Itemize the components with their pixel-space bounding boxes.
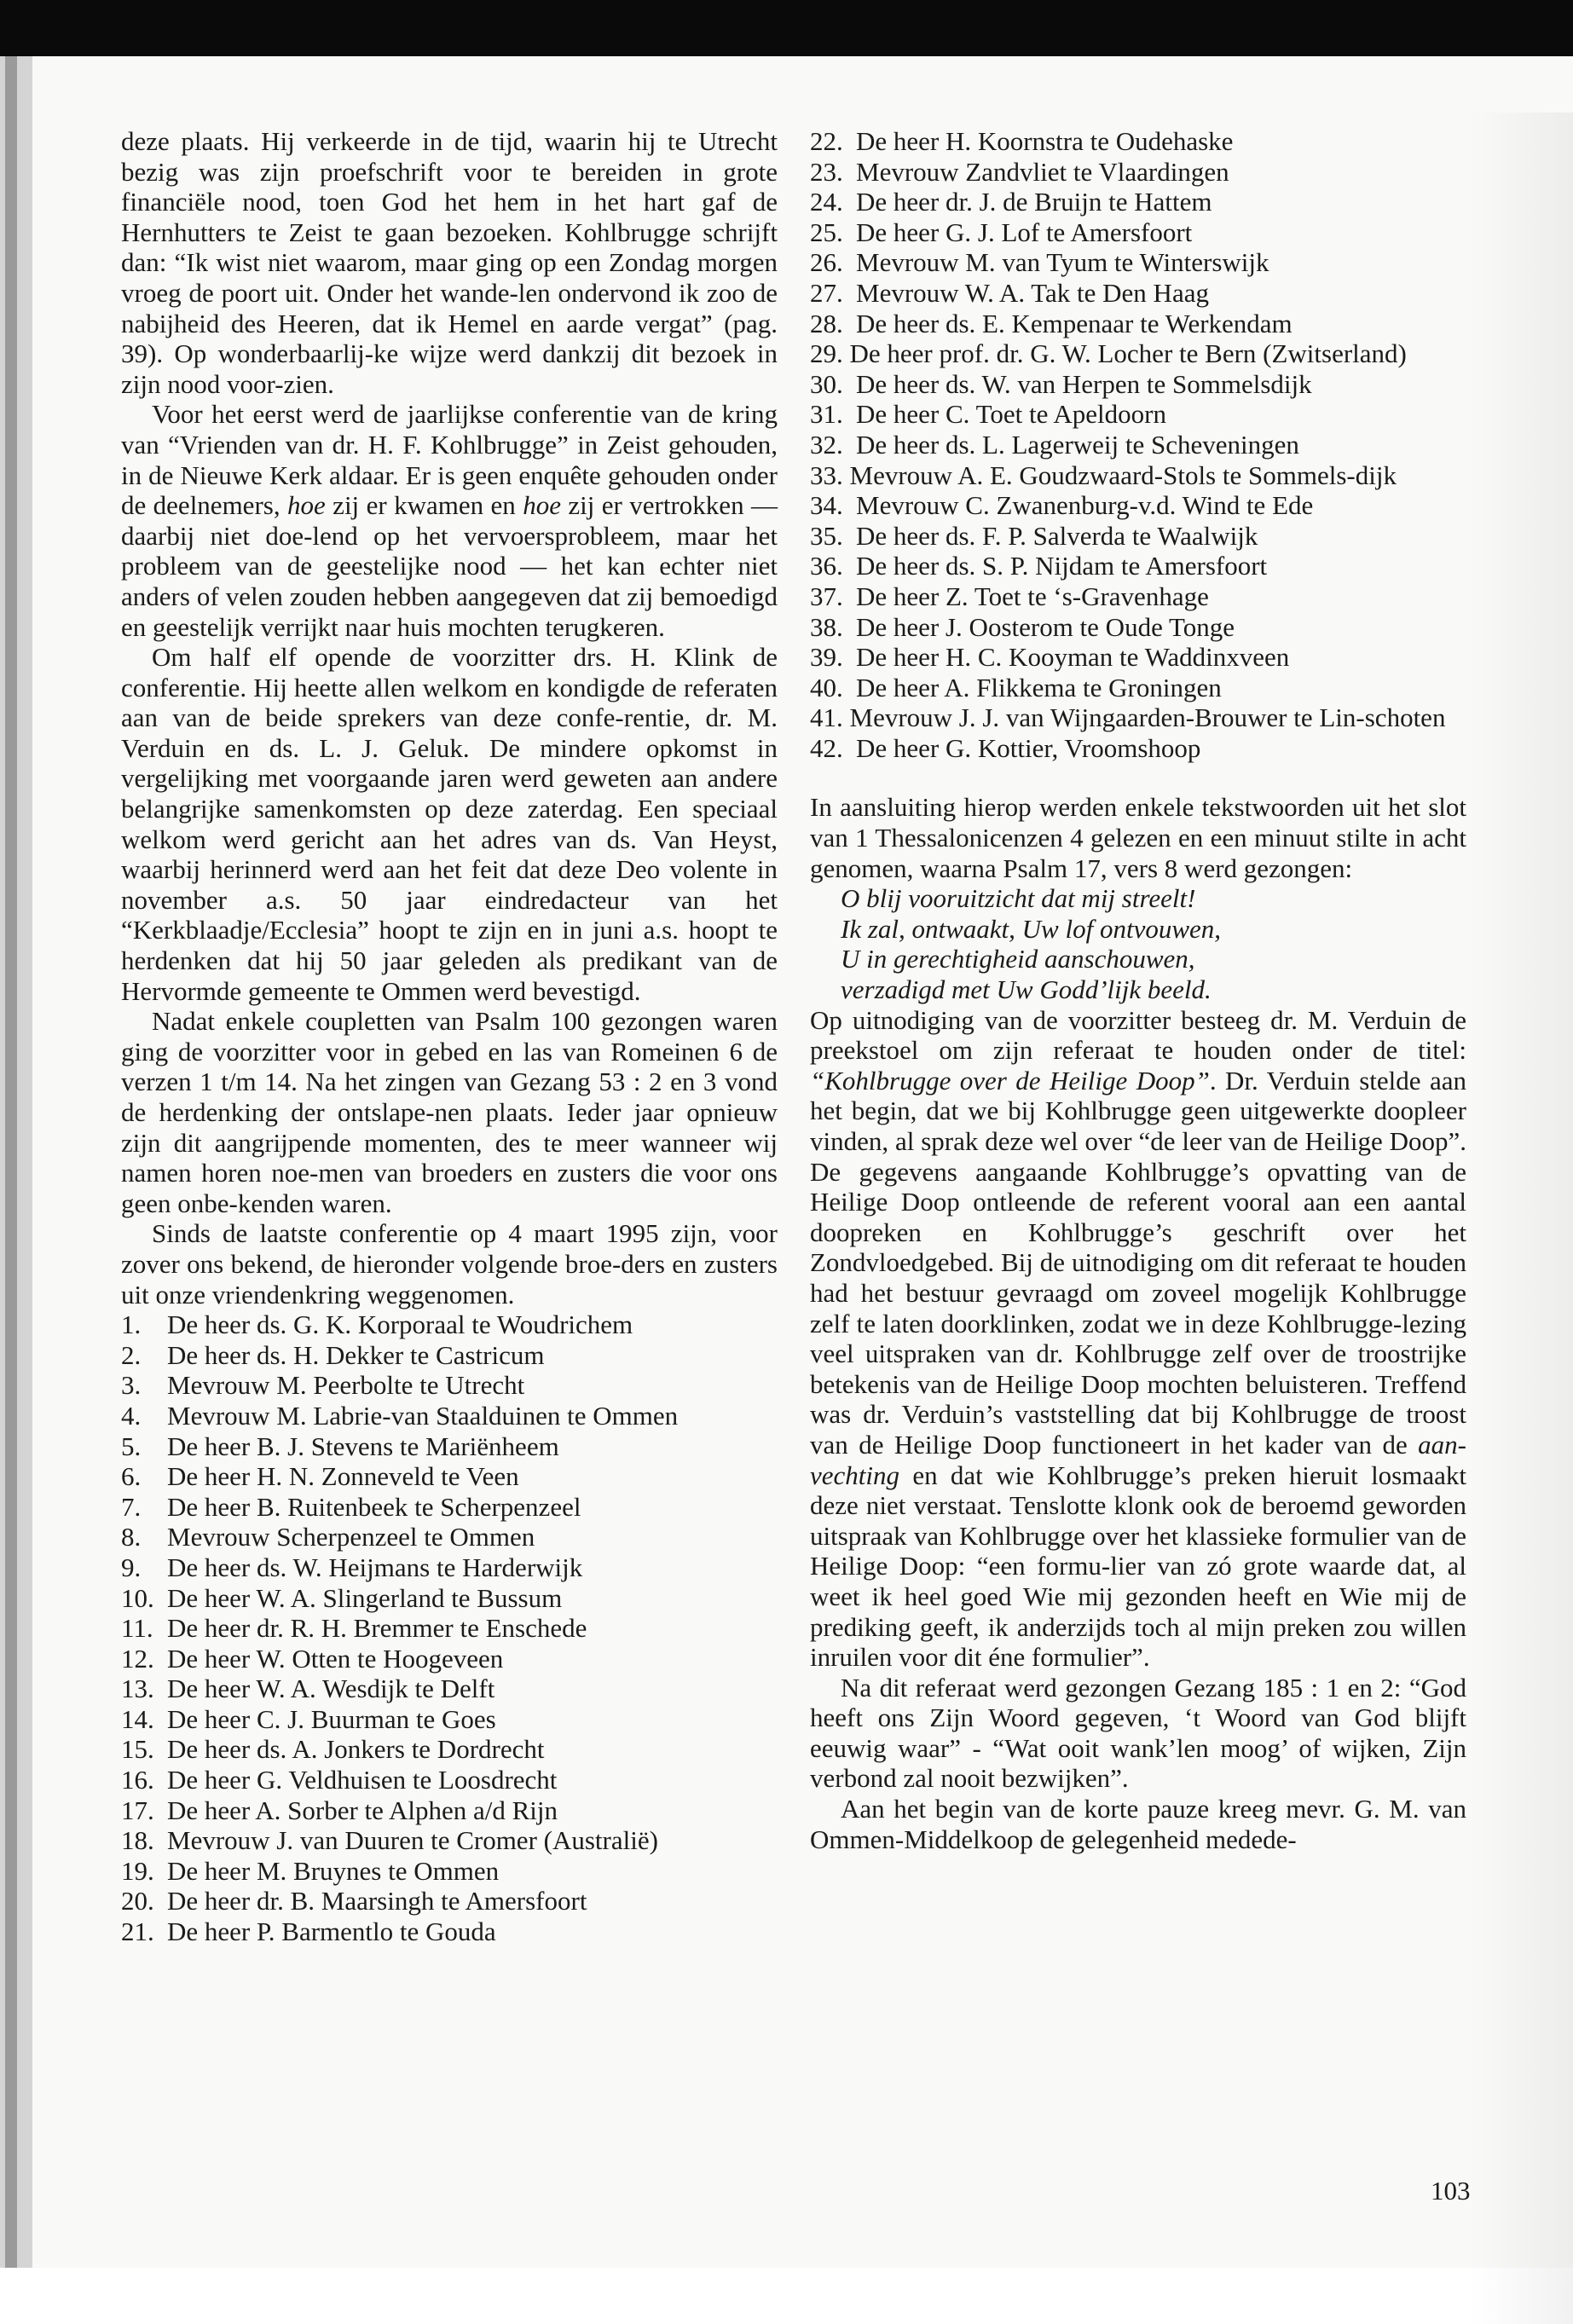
right-column	[810, 126, 1466, 1854]
list-item-name: De heer Z. Toet te ‘s-Gravenhage	[856, 581, 1209, 611]
list-item-name: De heer P. Barmentlo te Gouda	[167, 1916, 496, 1947]
list-item-number: 26.	[810, 247, 843, 278]
list-item-number: 17.	[121, 1795, 154, 1825]
list-item	[121, 1825, 778, 1856]
list-item-number: 15.	[121, 1734, 154, 1765]
list-item-number: 33.	[810, 460, 843, 490]
list-item-number: 10.	[121, 1582, 154, 1613]
list-item-name: De heer ds. W. van Herpen te Sommelsdijk	[856, 368, 1312, 399]
list-item	[810, 217, 1466, 248]
list-item-number: 12.	[121, 1643, 154, 1674]
list-item-name: De heer J. Oosterom te Oude Tonge	[856, 611, 1235, 642]
list-item-name: De heer G. Kottier, Vroomshoop	[856, 732, 1201, 763]
list-item	[121, 1370, 778, 1401]
list-item-name: De heer ds. S. P. Nijdam te Amersfoort	[856, 551, 1268, 581]
list-item-number: 22.	[810, 126, 843, 156]
list-item	[121, 1644, 778, 1674]
list-item	[810, 733, 1466, 764]
list-item-number: 3.	[121, 1370, 142, 1401]
paragraph-intro: deze plaats. Hij verkeerde in de tijd, waarin hij te Utrecht bezig was zijn proefschrift voor te bereiden in grote financiële nood, toen God het hem in het hart gaf de Hernhutters te Zeist te gaan bezoeken. Kohlbrugge schrijft dan: “Ik wist niet waarom, maar ging op een Zondag morgen vroeg de poort uit. Onder het wande-len ondervond ik zoo de nabijheid des Heeren, dat ik Hemel en aarde vergat” (pag. 39). Op wonderbaarlij-ke wijze werd dankzij dit bezoek in zijn nood voor-zien.	[121, 126, 778, 399]
psalm-verse	[810, 883, 1466, 1004]
list-item	[810, 521, 1466, 552]
list-item-number: 38.	[810, 611, 843, 642]
list-item-number: 1.	[121, 1309, 142, 1340]
list-item-name: De heer dr. J. de Bruijn te Hattem	[856, 187, 1212, 217]
paragraph-lecture-text-3: en dat wie Kohlbrugge’s preken hieruit losmaakt deze niet verstaat. Tenslotte klonk ook de beroemd geworden uitspraak van Kohlbrugge over het klassieke formulier van de Heilige Doop: “een formu-lier van zó grote waarde dat, al weet ik heel goed Wie mij gezonden heeft en Wie mij de prediking geeft, ik anderzijds toch al mijn preken zou willen inruilen voor dit éne formulier”.	[810, 1460, 1466, 1673]
scan-top-border	[0, 0, 1573, 56]
list-item-name: De heer C. Toet te Apeldoorn	[856, 399, 1166, 430]
list-item	[121, 1340, 778, 1371]
list-item-number: 36.	[810, 551, 843, 581]
list-item	[810, 430, 1466, 460]
list-item	[121, 1431, 778, 1462]
list-item-name: De heer H. Koornstra te Oudehaske	[856, 126, 1234, 156]
list-item	[121, 1765, 778, 1795]
list-item-name: Mevrouw A. E. Goudzwaard-Stols te Sommels-dijk	[849, 460, 1397, 490]
list-item-name: Mevrouw M. van Tyum te Winterswijk	[856, 247, 1269, 278]
list-item-number: 35.	[810, 520, 843, 551]
list-item	[121, 1552, 778, 1583]
list-item	[810, 642, 1466, 673]
list-item	[121, 1461, 778, 1492]
list-item-number: 31.	[810, 399, 843, 430]
list-item-number: 32.	[810, 429, 843, 460]
list-item-number: 5.	[121, 1431, 142, 1461]
list-item	[810, 702, 1466, 733]
list-item	[810, 247, 1466, 278]
list-item-name: De heer ds. H. Dekker te Castricum	[167, 1339, 545, 1370]
list-item-name: De heer W. A. Slingerland te Bussum	[167, 1582, 563, 1613]
list-item-name: Mevrouw C. Zwanenburg-v.d. Wind te Ede	[856, 490, 1314, 521]
lecture-title: “Kohlbrugge over de Heilige Doop”	[810, 1065, 1210, 1096]
list-item-name: De heer A. Flikkema te Groningen	[856, 672, 1222, 702]
paragraph-conference-text-1: Voor het eerst werd de jaarlijkse conferentie van de kring van “Vrienden van dr. H. F. Kohlbrugge” in Zeist gehouden, in de Nieuwe Kerk aldaar. Er is geen enquête gehouden onder de deelnemers,	[121, 399, 778, 521]
list-item-name: De heer H. C. Kooyman te Waddinxveen	[856, 642, 1290, 673]
list-item-name: De heer W. Otten te Hoogeveen	[167, 1643, 504, 1674]
list-item	[121, 1583, 778, 1614]
list-item-number: 14.	[121, 1703, 154, 1734]
paragraph-scripture: In aansluiting hierop werden enkele tekstwoorden uit het slot van 1 Thessalonicenzen 4 gelezen en een minuut stilte in acht genomen, waarna Psalm 17, vers 8 werd gezongen:	[810, 792, 1466, 883]
list-item-name: Mevrouw Zandvliet te Vlaardingen	[856, 156, 1229, 187]
list-item-number: 20.	[121, 1886, 154, 1916]
list-item	[121, 1309, 778, 1340]
list-item-name: De heer ds. L. Lagerweij te Scheveningen	[856, 429, 1299, 460]
list-item-number: 6.	[121, 1461, 142, 1492]
list-item	[121, 1886, 778, 1916]
list-item-number: 27.	[810, 277, 843, 308]
list-item-number: 7.	[121, 1491, 142, 1522]
list-item	[810, 309, 1466, 339]
list-item-number: 13.	[121, 1674, 154, 1704]
list-item	[810, 551, 1466, 581]
list-item-name: Mevrouw M. Labrie-van Staalduinen te Ommen	[167, 1400, 679, 1431]
list-item	[121, 1613, 778, 1644]
list-item	[810, 278, 1466, 309]
list-item-name: De heer B. Ruitenbeek te Scherpenzeel	[167, 1491, 581, 1522]
list-item-number: 29.	[810, 338, 843, 369]
paragraph-hymn: Na dit referaat werd gezongen Gezang 185 : 1 en 2: “God heeft ons Zijn Woord gegeven, ‘t Woord van God blijft eeuwig waar” - “Wat ooit wank’len moog’ of wijken, Zijn verbond zal nooit bezwijken”.	[810, 1672, 1466, 1794]
list-item	[121, 1734, 778, 1765]
page-number: 103	[1431, 2176, 1471, 2205]
list-item-name: De heer dr. R. H. Bremmer te Enschede	[167, 1613, 587, 1644]
list-item-name: De heer dr. B. Maarsingh te Amersfoort	[167, 1886, 587, 1916]
list-item-number: 30.	[810, 368, 843, 399]
scan-binding-edge	[5, 56, 17, 2268]
psalm-line: Ik zal, ontwaakt, Uw lof ontvouwen,	[841, 913, 1222, 944]
list-item	[810, 187, 1466, 217]
paragraph-opening: Om half elf opende de voorzitter drs. H. Klink de conferentie. Hij heette allen welkom en kondigde de referaten aan van de beide sprekers van deze confe-rentie, dr. M. Verduin en ds. L. J. Geluk. De mindere opkomst in vergelijking met voorgaande jaren werd geweten aan andere belangrijke samenkomsten op deze zaterdag. Een speciaal welkom werd gericht aan het adres van ds. Van Heyst, waarbij herinnerd werd aan het feit dat deze Deo volente in november a.s. 50 jaar eindredacteur van het “Kerkblaadje/Ecclesia” hoopt te zijn en in juni a.s. hoopt te herdenken dat hij 50 jaar geleden als predikant van de Hervormde gemeente te Ommen werd bevestigd.	[121, 642, 778, 1006]
list-item-number: 21.	[121, 1916, 154, 1947]
list-item	[121, 1674, 778, 1704]
list-item-number: 8.	[121, 1522, 142, 1552]
list-item	[810, 612, 1466, 643]
list-item	[810, 460, 1466, 491]
list-item	[810, 157, 1466, 188]
list-item-name: De heer A. Sorber te Alphen a/d Rijn	[167, 1795, 558, 1825]
list-item-number: 42.	[810, 732, 843, 763]
emphasis-hoe-2: hoe	[523, 490, 561, 521]
list-item-number: 37.	[810, 581, 843, 611]
list-item-name: De heer ds. A. Jonkers te Dordrecht	[167, 1734, 545, 1765]
list-item-name: Mevrouw J. J. van Wijngaarden-Brouwer te Lin-schoten	[849, 702, 1446, 733]
list-item-name: De heer G. J. Lof te Amersfoort	[856, 217, 1193, 247]
paragraph-psalm: Nadat enkele coupletten van Psalm 100 gezongen waren ging de voorzitter voor in gebed en las van Romeinen 6 de verzen 1 t/m 14. Na het zingen van Gezang 53 : 2 en 3 vond de herdenking der ontslape-nen plaats. Ieder jaar opnieuw zijn dit aangrijpende momenten, des te meer wanneer wij namen horen noe-men van broeders en zusters die voor ons geen onbe-kenden waren.	[121, 1006, 778, 1218]
paragraph-conference	[121, 399, 778, 642]
paragraph-conference-text-3: zij er vertrokken — daarbij niet doe-lend op het vervoersprobleem, maar het probleem van de geestelijke nood — het kan echter niet anders of velen zouden hebben aangegeven dat zij bemoedigd en geestelijk verrijkt naar huis mochten terugkeren.	[121, 490, 778, 642]
list-item-number: 40.	[810, 672, 843, 702]
left-column	[121, 126, 778, 1947]
list-item-name: De heer prof. dr. G. W. Locher te Bern (Zwitserland)	[849, 338, 1407, 369]
list-item	[121, 1795, 778, 1826]
emphasis-aanvechting: aan-vechting	[810, 1429, 1466, 1490]
document-page	[32, 56, 1573, 2268]
list-item	[810, 673, 1466, 703]
list-item-number: 4.	[121, 1400, 142, 1431]
list-item	[121, 1492, 778, 1523]
list-item-name: De heer ds. F. P. Salverda te Waalwijk	[856, 520, 1258, 551]
list-item	[121, 1522, 778, 1552]
list-item-name: Mevrouw M. Peerbolte te Utrecht	[167, 1370, 525, 1401]
list-item	[810, 126, 1466, 157]
paragraph-conference-text-2: zij er kwamen en	[325, 490, 523, 521]
list-item-name: De heer B. J. Stevens te Mariënheem	[167, 1431, 559, 1461]
list-item-name: De heer M. Bruynes te Ommen	[167, 1855, 500, 1886]
paragraph-lecture	[810, 1005, 1466, 1673]
list-item	[810, 399, 1466, 430]
list-item-name: De heer ds. W. Heijmans te Harderwijk	[167, 1552, 583, 1582]
list-item-number: 18.	[121, 1825, 154, 1856]
list-item-name: De heer ds. E. Kempenaar te Werkendam	[856, 308, 1293, 338]
list-item	[810, 581, 1466, 612]
list-item-number: 11.	[121, 1613, 153, 1644]
list-item	[121, 1856, 778, 1887]
psalm-line: O blij vooruitzicht dat mij streelt!	[841, 883, 1196, 914]
list-item-name: De heer G. Veldhuisen te Loosdrecht	[167, 1765, 558, 1795]
list-item	[121, 1704, 778, 1735]
list-item-number: 24.	[810, 187, 843, 217]
paragraph-memorial: Sinds de laatste conferentie op 4 maart 1995 zijn, voor zover ons bekend, de hieronder volgende broe-ders en zusters uit onze vriendenkring weggenomen.	[121, 1218, 778, 1309]
list-item-name: Mevrouw J. van Duuren te Cromer (Australië)	[167, 1825, 658, 1856]
list-item-number: 19.	[121, 1855, 154, 1886]
list-item-name: Mevrouw Scherpenzeel te Ommen	[167, 1522, 535, 1552]
page-edge-shadow	[1471, 113, 1573, 2324]
list-item	[121, 1401, 778, 1431]
list-item-name: De heer C. J. Buurman te Goes	[167, 1703, 496, 1734]
paragraph-lecture-text-1: Op uitnodiging van de voorzitter besteeg dr. M. Verduin de preekstoel om zijn referaat te houden onder de titel:	[810, 1004, 1466, 1066]
list-item-number: 25.	[810, 217, 843, 247]
list-item-number: 39.	[810, 642, 843, 673]
paragraph-pause: Aan het begin van de korte pauze kreeg mevr. G. M. van Ommen-Middelkoop de gelegenheid medede-	[810, 1794, 1466, 1854]
list-item-name: De heer H. N. Zonneveld te Veen	[167, 1461, 519, 1492]
list-item	[810, 490, 1466, 521]
list-item-name: De heer W. A. Wesdijk te Delft	[167, 1674, 495, 1704]
list-item-number: 23.	[810, 156, 843, 187]
list-item-number: 9.	[121, 1552, 142, 1582]
memorial-list-right	[810, 126, 1466, 763]
list-item-number: 34.	[810, 490, 843, 521]
list-item	[121, 1916, 778, 1947]
psalm-line: verzadigd met Uw Godd’lijk beeld.	[841, 974, 1212, 1005]
emphasis-hoe-1: hoe	[287, 490, 326, 521]
paragraph-lecture-text-2: . Dr. Verduin stelde aan het begin, dat we bij Kohlbrugge geen uitgewerkte doopleer vinden, al sprak deze wel over “de leer van de Heilige Doop”. De gegevens aangaande Kohlbrugge’s opvatting van de Heilige Doop ontleende de referent vooral aan een aantal doopreken en Kohlbrugge’s geschrift over het Zondvloedgebed. Bij de uitnodiging om dit referaat te houden had het bestuur gevraagd om zoveel mogelijk Kohlbrugge zelf te laten doorklinken, zodat we in deze Kohlbrugge-lezing veel uitspraken van dr. Kohlbrugge zelf over de troostrijke betekenis van de Heilige Doop mochten beluisteren. Treffend was dr. Verduin’s vaststelling dat bij Kohlbrugge de troost van de Heilige Doop functioneert in het kader van de	[810, 1065, 1466, 1460]
list-item-number: 16.	[121, 1765, 154, 1795]
list-item-name: De heer ds. G. K. Korporaal te Woudrichem	[167, 1309, 633, 1340]
list-item-number: 41.	[810, 702, 843, 733]
list-item-name: Mevrouw W. A. Tak te Den Haag	[856, 277, 1209, 308]
list-item	[810, 369, 1466, 400]
psalm-line: U in gerechtigheid aanschouwen,	[841, 944, 1195, 974]
list-item	[810, 338, 1466, 369]
list-item-number: 28.	[810, 308, 843, 338]
memorial-list-left	[121, 1309, 778, 1946]
list-item-number: 2.	[121, 1339, 142, 1370]
